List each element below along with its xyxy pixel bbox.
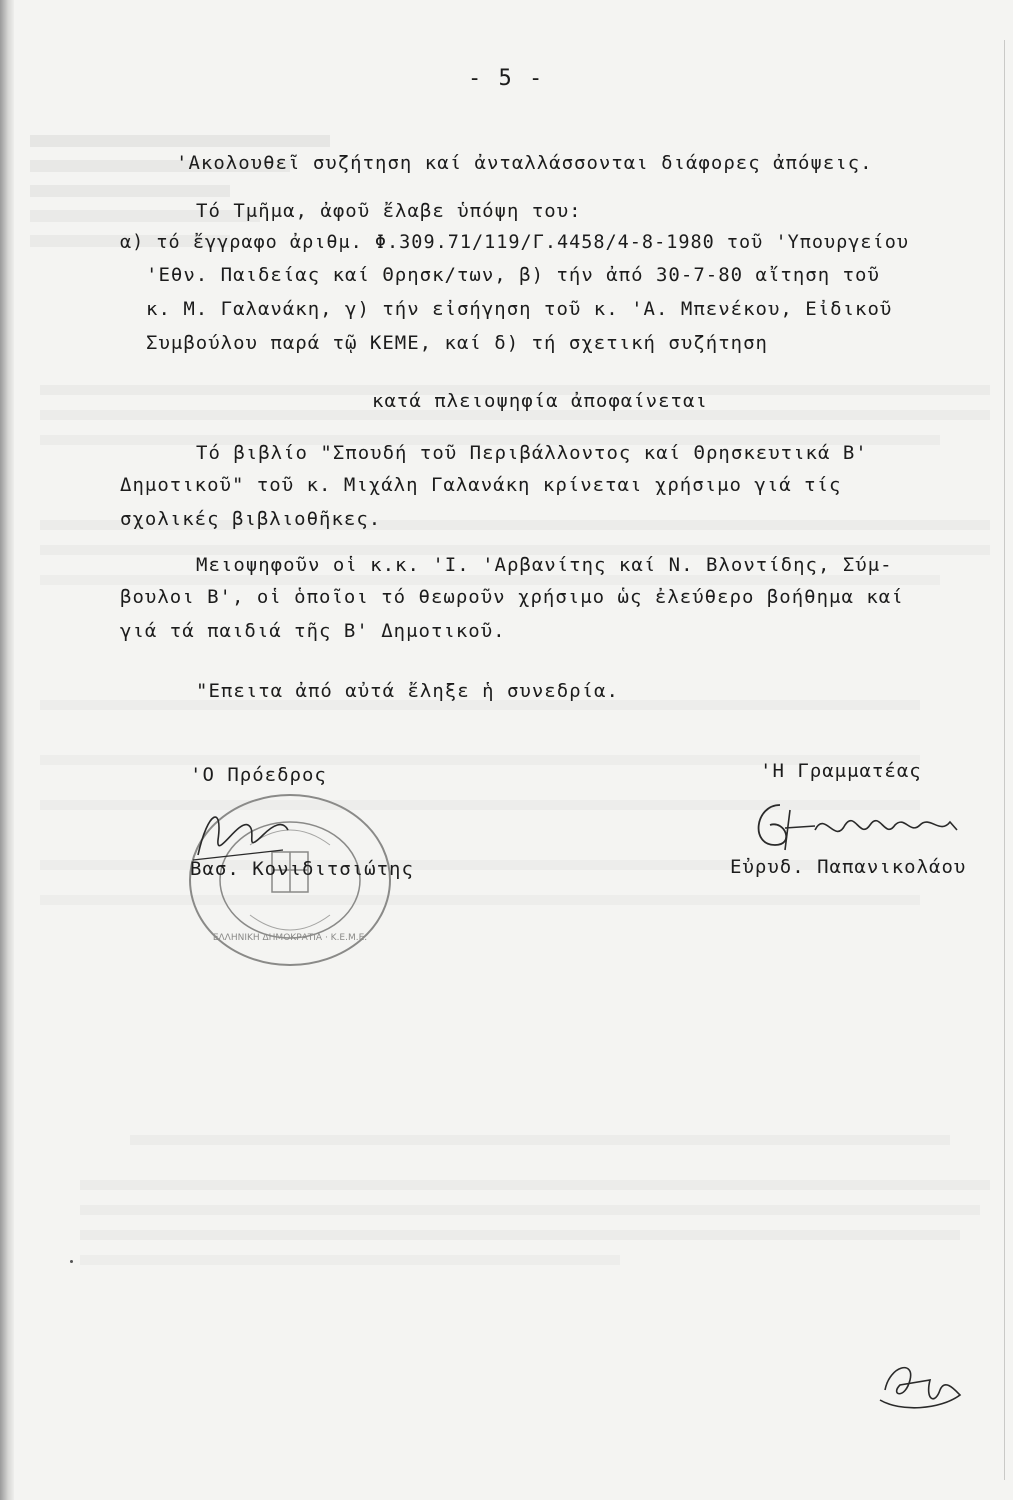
decision-heading: κατά πλειοψηφία ἀποφαίνεται: [372, 390, 708, 412]
body-line-6: Συμβούλου παρά τῷ ΚΕΜΕ, καί δ) τή σχετική συζήτηση: [146, 332, 768, 354]
initials-signature-icon: [870, 1350, 970, 1420]
body-line-11: Μειοψηφοῦν οἱ κ.κ. 'Ι. 'Αρβανίτης καί Ν. Βλοντίδης, Σύμ-: [196, 554, 893, 576]
svg-text:ΕΛΛΗΝΙΚΗ ΔΗΜΟΚΡΑΤΙΑ · Κ.Ε.Μ.Ε.: ΕΛΛΗΝΙΚΗ ΔΗΜΟΚΡΑΤΙΑ · Κ.Ε.Μ.Ε.: [212, 933, 368, 943]
body-line-12: βουλοι Β', οἱ ὁποῖοι τό θεωροῦν χρήσιμο ὡς ἐλεύθερο βοήθημα καί: [120, 586, 904, 608]
body-line-8: Τό βιβλίο "Σπουδή τοῦ Περιβάλλοντος καί Θρησκευτικά Β': [196, 442, 868, 464]
body-line-5: κ. Μ. Γαλανάκη, γ) τήν εἰσήγηση τοῦ κ. 'Α. Μπενέκου, Εἰδικοῦ: [146, 298, 893, 320]
ink-dot: [70, 1260, 73, 1263]
body-line-1: 'Ακολουθεῖ συζήτηση καί ἀνταλλάσσονται διάφορες ἀπόψεις.: [176, 152, 873, 174]
body-line-9: Δημοτικοῦ" τοῦ κ. Μιχάλη Γαλανάκη κρίνεται χρήσιμο γιά τίς: [120, 474, 842, 496]
page-right-fold-line: [1004, 40, 1005, 1480]
body-line-10: σχολικές βιβλιοθῆκες.: [120, 508, 382, 530]
page-left-edge-shadow: [0, 0, 14, 1500]
body-line-3: α) τό ἔγγραφο ἀριθμ. Φ.309.71/119/Γ.4458/4-8-1980 τοῦ 'Υπουργείου: [120, 232, 909, 253]
secretary-signature-icon: [745, 790, 970, 860]
closing-line: "Επειτα ἀπό αὐτά ἔληξε ἡ συνεδρία.: [196, 680, 619, 702]
president-title: 'Ο Πρόεδρος: [190, 764, 327, 786]
body-line-13: γιά τά παιδιά τῆς Β' Δημοτικοῦ.: [120, 620, 506, 642]
secretary-name: Εὐρυδ. Παπανικολάου: [730, 856, 967, 878]
body-line-2: Τό Τμῆμα, ἀφοῦ ἔλαβε ὑπόψη του:: [196, 200, 582, 222]
page-number: - 5 -: [468, 66, 545, 91]
secretary-title: 'Η Γραμματέας: [760, 760, 922, 782]
president-name: Βασ. Κονιδιτσιώτης: [190, 858, 414, 880]
body-line-4: 'Εθν. Παιδείας καί Θρησκ/των, β) τήν ἀπό 30-7-80 αἴτηση τοῦ: [146, 264, 880, 286]
